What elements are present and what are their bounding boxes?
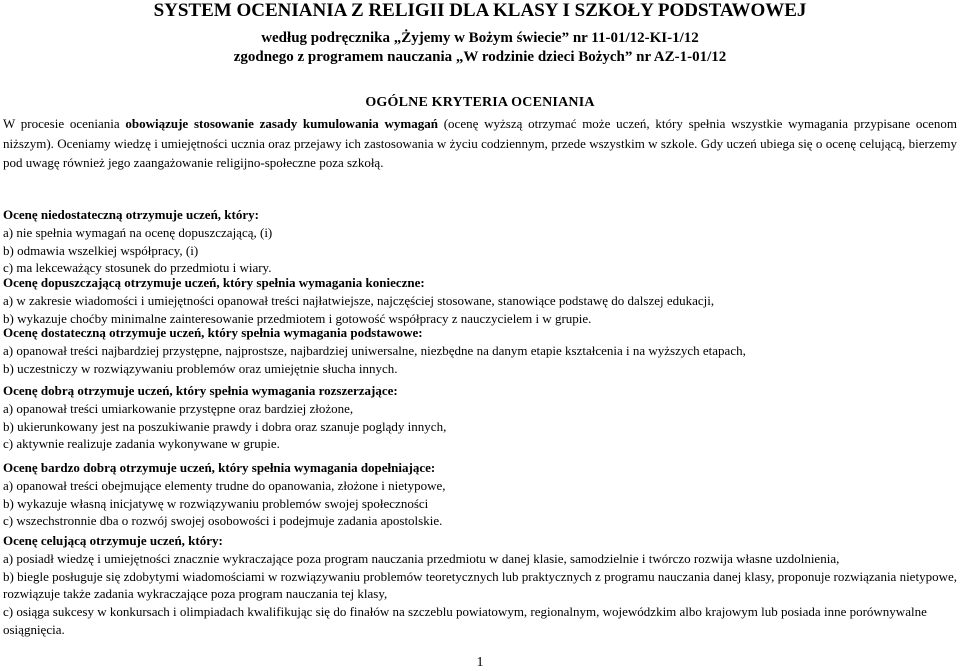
grade-section-dostateczna [3, 324, 957, 377]
grade-criterion: c) wszechstronnie dba o rozwój swojej osobowości i podejmuje zadania apostolskie. [3, 513, 443, 529]
grade-heading: Ocenę celującą otrzymuje uczeń, który: [3, 533, 223, 548]
intro-text-start: W procesie oceniania [3, 116, 126, 131]
section-heading: OGÓLNE KRYTERIA OCENIANIA [365, 95, 595, 110]
grade-criterion: c) osiąga sukcesy w konkursach i olimpiadach kwalifikując się do finałów na szczeblu powiatowym, regionalnym, wojewódzkim albo krajowym lub posiada inne porównywalne osiągnięcia. [3, 604, 927, 637]
document-subtitle-program: zgodnego z programem nauczania „W rodzinie dzieci Bożych” nr AZ-1-01/12 [233, 49, 727, 65]
grade-heading: Ocenę dostateczną otrzymuje uczeń, który spełnia wymagania podstawowe: [3, 325, 423, 340]
grade-criterion: b) wykazuje choćby minimalne zainteresowanie przedmiotem i gotowość współpracy z nauczycielem i w grupie. [3, 310, 592, 326]
grade-criterion: b) biegle posługuje się zdobytymi wiadomościami w rozwiązywaniu problemów teoretycznych lub praktycznych z programu nauczania danej klasy, proponuje rozwiązania nietypowe, rozwiązuje także zadania wykraczające poza program nauczania tej klasy, [3, 568, 957, 602]
document-subtitle-textbook: według podręcznika „Żyjemy w Bożym świecie” nr 11-01/12-KI-1/12 [261, 30, 699, 46]
grade-criterion: a) w zakresie wiadomości i umiejętności opanował treści najłatwiejsze, najczęściej stosowane, stanowiące podstawę do dalszej edukacji, [3, 292, 715, 308]
grade-section-dobra [3, 382, 957, 453]
grade-heading: Ocenę bardzo dobrą otrzymuje uczeń, który spełnia wymagania dopełniające: [3, 460, 436, 475]
grade-criterion: a) posiadł wiedzę i umiejętności znacznie wykraczające poza program nauczania przedmiotu w danej klasie, samodzielnie i twórczo rozwija własne uzdolnienia, [3, 550, 840, 566]
grade-section-dopuszczajaca [3, 274, 957, 327]
grade-criterion: c) ma lekceważący stosunek do przedmiotu i wiary. [3, 260, 272, 276]
document-title: SYSTEM OCENIANIA Z RELIGII DLA KLASY I SZKOŁY PODSTAWOWEJ [153, 0, 807, 21]
grade-criterion: b) uczestniczy w rozwiązywaniu problemów oraz umiejętnie słucha innych. [3, 360, 398, 376]
grade-heading: Ocenę niedostateczną otrzymuje uczeń, który: [3, 207, 259, 222]
intro-paragraph [3, 114, 957, 173]
grade-criterion: a) opanował treści umiarkowanie przystępne oraz bardziej złożone, [3, 400, 354, 416]
grade-criterion: b) ukierunkowany jest na poszukiwanie prawdy i dobra oraz szanuje poglądy innych, [3, 418, 447, 434]
grade-criterion: a) opanował treści obejmujące elementy trudne do opanowania, złożone i nietypowe, [3, 477, 446, 493]
grade-section-bardzo-dobra [3, 459, 957, 530]
grade-criterion: a) nie spełnia wymagań na ocenę dopuszczającą, (i) [3, 224, 273, 240]
grade-criterion: b) wykazuje własną inicjatywę w rozwiązywaniu problemów swojej społeczności [3, 495, 429, 511]
intro-text-bold: obowiązuje stosowanie zasady kumulowania wymagań [125, 116, 438, 131]
intro-text-rest: (ocenę wyższą otrzymać może uczeń, który spełnia wszystkie wymagania przypisane ocenom niższym). Oceniamy wiedzę i umiejętności ucznia oraz przejawy ich zastosowania w życiu codziennym, przede wszystkim w szkole. Gdy uczeń ubiega się o ocenę celującą, bierzemy pod uwagę również jego zaangażowanie religijno-społeczne poza szkołą. [3, 116, 957, 171]
grade-heading: Ocenę dopuszczającą otrzymuje uczeń, który spełnia wymagania konieczne: [3, 275, 425, 290]
page-number: 1 [476, 655, 484, 670]
grade-criterion: b) odmawia wszelkiej współpracy, (i) [3, 242, 199, 258]
grade-heading: Ocenę dobrą otrzymuje uczeń, który spełnia wymagania rozszerzające: [3, 383, 398, 398]
grade-criterion: c) aktywnie realizuje zadania wykonywane w grupie. [3, 436, 280, 452]
grade-section-celujaca [3, 532, 957, 639]
grade-criterion: a) opanował treści najbardziej przystępne, najprostsze, najbardziej uniwersalne, niezbędne na danym etapie kształcenia i na wyższych etapach, [3, 342, 746, 358]
grade-section-niedostateczna [3, 206, 957, 277]
